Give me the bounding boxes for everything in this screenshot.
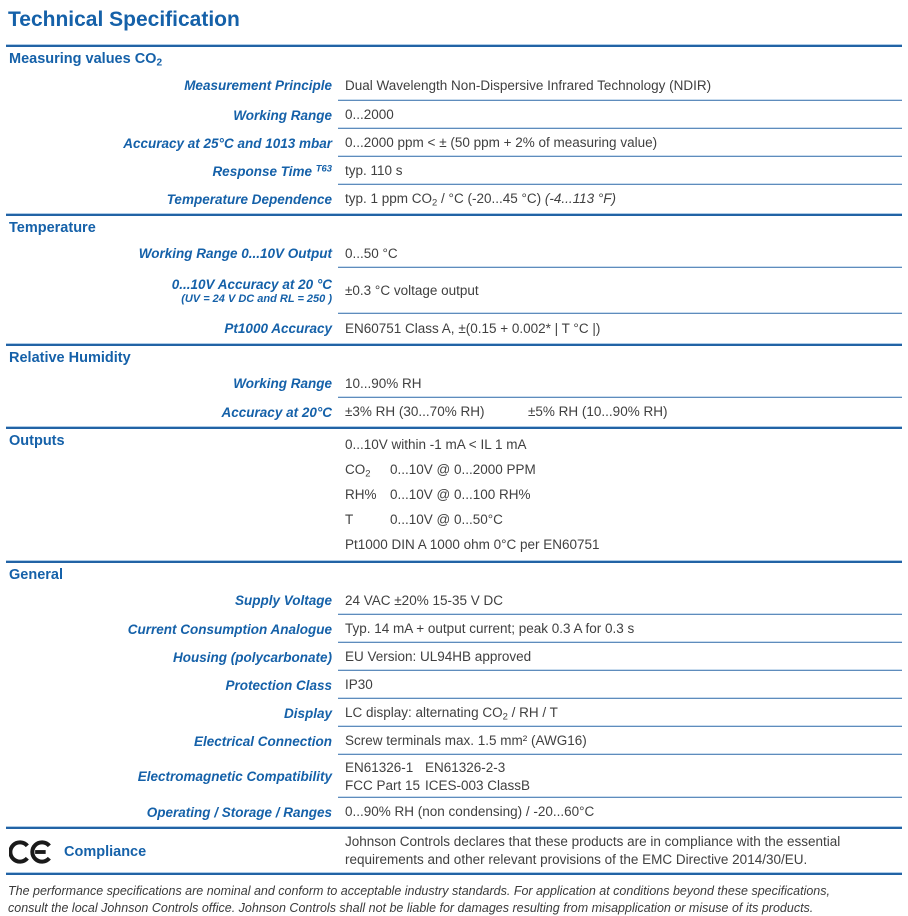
label-line: [194, 733, 332, 750]
text-segment: Pt1000 Accuracy: [224, 321, 332, 336]
text-segment: 0...10V @ 0...100 RH%: [390, 487, 531, 502]
spec-row: [6, 727, 902, 755]
value-line: [345, 648, 898, 666]
text-segment: 2: [365, 468, 370, 479]
value-line: [345, 676, 898, 694]
label-line: [123, 135, 332, 152]
value-line: [345, 532, 898, 557]
label-line: [138, 768, 332, 785]
spec-row: [6, 268, 902, 314]
text-segment: Operating / Storage / Ranges: [147, 805, 332, 820]
text-segment: Outputs: [9, 433, 65, 450]
text-segment: Electromagnetic Compatibility: [138, 769, 332, 784]
row-value: [338, 586, 902, 615]
text-segment: Electrical Connection: [194, 734, 332, 749]
text-segment: ±5% RH (10...90% RH): [528, 404, 667, 419]
row-label: [6, 239, 338, 268]
row-value: [338, 829, 902, 872]
label-line: [139, 245, 332, 262]
text-segment: 2: [156, 58, 162, 69]
row-value: [338, 429, 902, 560]
row-label: [6, 643, 338, 671]
row-label: [6, 586, 338, 615]
spec-row: [6, 398, 902, 426]
text-segment: EU Version: UL94HB approved: [345, 649, 531, 664]
row-label: [6, 398, 338, 426]
text-segment: EN60751 Class A, ±(0.15 + 0.002* | T °C |): [345, 321, 600, 336]
text-segment: Relative Humidity: [9, 350, 131, 366]
value-line: [345, 732, 898, 750]
row-value: [338, 398, 902, 426]
text-segment: Supply Voltage: [235, 593, 332, 608]
value-line: [345, 620, 898, 638]
value-line: [345, 592, 898, 610]
text-segment: (-4...113 °F): [545, 191, 616, 206]
label-line: [222, 404, 332, 421]
section-header: [6, 47, 902, 70]
row-value: [338, 129, 902, 157]
row-value: [338, 157, 902, 185]
row-label: [6, 369, 338, 398]
ce-mark-icon: [9, 838, 53, 866]
spec-row: [6, 755, 902, 798]
section-header: [6, 829, 338, 872]
row-value: [338, 798, 902, 826]
text-segment: EN61326-2-3: [425, 760, 505, 775]
label-line: [181, 293, 332, 306]
text-segment: 2: [503, 711, 508, 722]
label-line: [233, 107, 332, 124]
footer-line-1: The performance specifications are nominal and conform to acceptable industry standards. For application at conditions beyond these specifications,: [8, 883, 900, 900]
text-segment: 0...2000 ppm < ± (50 ppm + 2% of measuring value): [345, 135, 657, 150]
value-line: [345, 320, 898, 338]
value-line: [345, 704, 898, 722]
spec-row: [6, 185, 902, 213]
text-segment: T63: [316, 163, 332, 174]
row-value: [338, 70, 902, 101]
text-segment: Temperature: [9, 220, 96, 236]
row-label: [6, 699, 338, 727]
row-value: [338, 727, 902, 755]
spec-row: [6, 829, 902, 872]
text-segment: Accuracy at 20°C: [222, 405, 332, 420]
value-line: [345, 803, 898, 821]
value-line: [345, 432, 898, 457]
row-value: [338, 268, 902, 314]
label-line: [233, 375, 332, 392]
section-divider: [6, 872, 902, 875]
row-label: [6, 615, 338, 643]
text-segment: 0...10V within -1 mA < IL 1 mA: [345, 437, 526, 452]
row-label: [6, 185, 338, 213]
label-line: [172, 276, 332, 293]
spec-row: [6, 101, 902, 129]
spec-row: [6, 70, 902, 101]
row-label: [6, 157, 338, 185]
spec-row: [6, 314, 902, 343]
section-header: [6, 216, 902, 239]
label-line: [167, 191, 332, 208]
text-segment: Typ. 14 mA + output current; peak 0.3 A for 0.3 s: [345, 621, 634, 636]
text-segment: ±0.3 °C voltage output: [345, 283, 479, 298]
label-line: [212, 163, 332, 180]
value-line: [345, 777, 898, 795]
text-segment: requirements and other relevant provisions of the EMC Directive 2014/30/EU.: [345, 852, 807, 867]
text-segment: IP30: [345, 677, 373, 692]
spec-row: [6, 129, 902, 157]
text-segment: Accuracy at 25°C and 1013 mbar: [123, 136, 332, 151]
section-header: [6, 346, 902, 369]
value-line: [345, 403, 898, 421]
value-prefix: [345, 759, 425, 777]
text-segment: typ. 1 ppm CO: [345, 191, 432, 206]
value-line: [345, 759, 898, 777]
spec-row: [6, 586, 902, 615]
row-label: [6, 755, 338, 798]
value-line: [345, 245, 898, 263]
value-line: [345, 134, 898, 152]
row-value: [338, 101, 902, 129]
label-line: [235, 592, 332, 609]
row-label: [6, 314, 338, 343]
text-segment: 0...90% RH (non condensing) / -20...60°C: [345, 804, 594, 819]
row-value: [338, 314, 902, 343]
text-segment: Current Consumption Analogue: [128, 622, 332, 637]
value-line: [345, 282, 898, 300]
text-segment: FCC Part 15: [345, 778, 420, 793]
text-segment: Working Range: [233, 376, 332, 391]
value-prefix: [345, 403, 528, 421]
text-segment: (UV = 24 V DC and RL = 250 ): [181, 293, 332, 305]
text-segment: Protection Class: [225, 678, 332, 693]
page-title: Technical Specification: [8, 7, 902, 32]
value-line: [345, 77, 898, 95]
text-segment: RH%: [345, 487, 377, 502]
text-segment: typ. 110 s: [345, 163, 403, 178]
spec-row: [6, 798, 902, 826]
section-header: [6, 429, 338, 560]
text-segment: Temperature Dependence: [167, 192, 332, 207]
label-line: [128, 621, 332, 638]
spec-row: [6, 369, 902, 398]
section-header: [6, 563, 902, 586]
value-prefix: [345, 507, 390, 532]
text-segment: T: [345, 512, 353, 527]
value-prefix: [345, 457, 390, 482]
text-segment: Compliance: [64, 844, 146, 860]
label-line: [184, 77, 332, 94]
footer-disclaimer: [8, 883, 900, 916]
value-line: [345, 375, 898, 393]
spec-row: [6, 671, 902, 699]
text-segment: / RH / T: [508, 705, 558, 720]
text-segment: 0...50 °C: [345, 246, 398, 261]
spec-row: [6, 615, 902, 643]
value-line: [345, 457, 898, 482]
text-segment: Working Range: [233, 108, 332, 123]
value-line: [345, 106, 898, 124]
label-line: [225, 677, 332, 694]
value-line: [345, 162, 898, 180]
row-value: [338, 369, 902, 398]
row-value: [338, 643, 902, 671]
label-line: [284, 705, 332, 722]
row-value: [338, 755, 902, 798]
row-value: [338, 185, 902, 213]
row-value: [338, 615, 902, 643]
text-segment: Display: [284, 706, 332, 721]
value-line: [345, 190, 898, 208]
text-segment: Measuring values CO: [9, 51, 156, 67]
label-line: [224, 320, 332, 337]
spec-row: [6, 157, 902, 185]
spec-row: [6, 429, 902, 560]
spec-row: [6, 643, 902, 671]
row-label: [6, 727, 338, 755]
row-label: [6, 268, 338, 314]
text-segment: ICES-003 ClassB: [425, 778, 530, 793]
text-segment: LC display: alternating CO: [345, 705, 503, 720]
spec-table: [6, 44, 902, 875]
text-segment: 0...10V @ 0...50°C: [390, 512, 503, 527]
text-segment: General: [9, 567, 63, 583]
text-segment: Dual Wavelength Non-Dispersive Infrared Technology (NDIR): [345, 78, 711, 93]
spec-row: [6, 239, 902, 268]
text-segment: Measurement Principle: [184, 78, 332, 93]
text-segment: Screw terminals max. 1.5 mm² (AWG16): [345, 733, 587, 748]
text-segment: Working Range 0...10V Output: [139, 246, 332, 261]
value-line: [345, 507, 898, 532]
text-segment: 0...10V Accuracy at 20 °C: [172, 277, 332, 292]
row-label: [6, 70, 338, 101]
footer-line-2: consult the local Johnson Controls office. Johnson Controls shall not be liable for damages resulting from misapplication or misuse of its products.: [8, 900, 900, 916]
text-segment: 24 VAC ±20% 15-35 V DC: [345, 593, 503, 608]
text-segment: Johnson Controls declares that these products are in compliance with the essential: [345, 834, 840, 849]
text-segment: ±3% RH (30...70% RH): [345, 404, 484, 419]
value-prefix: [345, 777, 425, 795]
spec-row: [6, 699, 902, 727]
text-segment: 0...10V @ 0...2000 PPM: [390, 462, 536, 477]
value-prefix: [345, 482, 390, 507]
text-segment: Pt1000 DIN A 1000 ohm 0°C per EN60751: [345, 537, 600, 552]
text-segment: / °C (-20...45 °C): [437, 191, 545, 206]
compliance-header: [9, 833, 146, 866]
text-segment: Housing (polycarbonate): [173, 650, 332, 665]
row-label: [6, 101, 338, 129]
row-label: [6, 671, 338, 699]
label-line: [173, 649, 332, 666]
value-line: [345, 482, 898, 507]
value-line: [345, 851, 898, 869]
row-value: [338, 239, 902, 268]
row-label: [6, 129, 338, 157]
label-line: [147, 804, 332, 821]
row-value: [338, 699, 902, 727]
row-label: [6, 798, 338, 826]
value-line: [345, 833, 898, 851]
section-header-label: [64, 844, 146, 861]
text-segment: CO: [345, 462, 365, 477]
text-segment: 10...90% RH: [345, 376, 422, 391]
text-segment: EN61326-1: [345, 760, 413, 775]
text-segment: 0...2000: [345, 107, 394, 122]
row-value: [338, 671, 902, 699]
text-segment: Response Time: [212, 164, 315, 179]
text-segment: 2: [432, 197, 437, 208]
